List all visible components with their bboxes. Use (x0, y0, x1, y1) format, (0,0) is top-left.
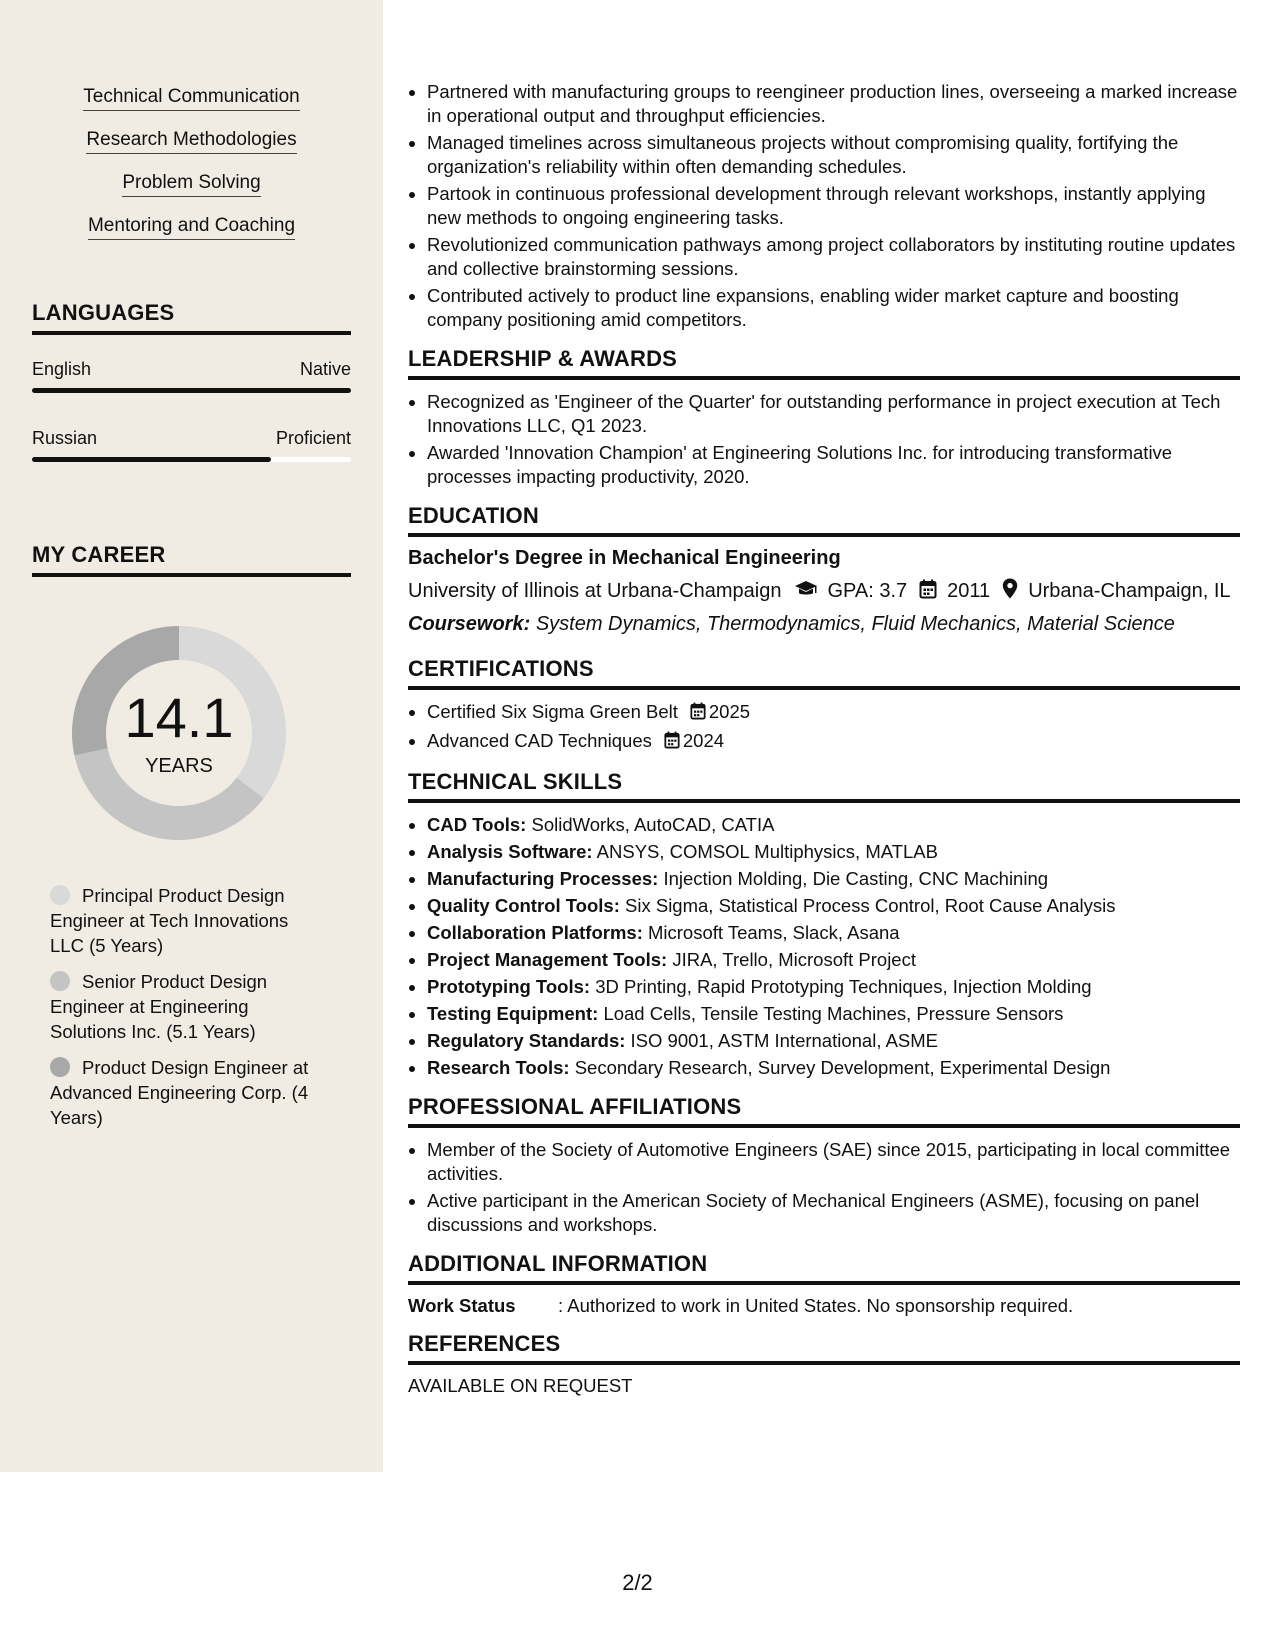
certification-name: Advanced CAD Techniques (427, 730, 652, 751)
technical-skill-item (427, 894, 1240, 918)
certification-year: 2024 (682, 730, 725, 751)
sidebar (0, 0, 383, 1472)
soft-skills-list (0, 86, 383, 258)
skill-item: Mentoring and Coaching (88, 215, 295, 240)
calendar-icon (919, 579, 937, 605)
skill-values: SolidWorks, AutoCAD, CATIA (531, 814, 775, 835)
certification-item (427, 729, 1240, 755)
calendar-icon (664, 731, 680, 755)
career-years-label: YEARS (145, 755, 213, 777)
work-status-value: : Authorized to work in United States. No sponsorship required. (558, 1295, 1074, 1316)
school-location: Urbana-Champaign, IL (1028, 580, 1231, 602)
education-heading: EDUCATION (408, 503, 1240, 537)
language-russian (32, 428, 351, 462)
affiliations-heading: PROFESSIONAL AFFILIATIONS (408, 1094, 1240, 1128)
coursework-list: System Dynamics, Thermodynamics, Fluid Mechanics, Material Science (535, 613, 1175, 635)
skill-category: Collaboration Platforms: (427, 922, 643, 943)
affiliations-list (408, 1138, 1240, 1237)
skill-category: Project Management Tools: (427, 949, 668, 970)
languages-heading: LANGUAGES (32, 300, 351, 335)
legend-dot (50, 885, 70, 905)
certification-name: Certified Six Sigma Green Belt (427, 701, 678, 722)
skill-category: CAD Tools: (427, 814, 527, 835)
skill-category: Quality Control Tools: (427, 895, 620, 916)
legend-dot (50, 971, 70, 991)
career-item-text: Principal Product Design Engineer at Tech Innovations LLC (5 Years) (50, 885, 289, 956)
experience-bullet: • Partook in continuous professional development through relevant workshops, instantly applying new methods to ongoing engineering tasks. (427, 182, 1240, 230)
experience-bullet: • Contributed actively to product line expansions, enabling wider market capture and boosting company positioning amid competitors. (427, 284, 1240, 332)
career-item (50, 1055, 320, 1130)
references-text: AVAILABLE ON REQUEST (408, 1375, 633, 1396)
experience-bullet: • Partnered with manufacturing groups to reengineer production lines, overseeing a marked increase in operational output and throughput efficiencies. (427, 80, 1240, 128)
career-item (50, 969, 320, 1044)
skill-values: ISO 9001, ASTM International, ASME (630, 1030, 939, 1051)
graduation-cap-icon (794, 580, 818, 604)
language-bar-fill (32, 388, 351, 393)
language-name: Russian (32, 428, 98, 448)
coursework-label: Coursework: (408, 613, 531, 635)
main-content (408, 0, 1240, 1397)
language-bar (32, 388, 351, 393)
skill-item: Research Methodologies (86, 129, 296, 154)
technical-skill-item (427, 1056, 1240, 1080)
career-item-text: Product Design Engineer at Advanced Engineering Corp. (4 Years) (50, 1057, 309, 1128)
language-bar-fill (32, 457, 271, 462)
skill-category: Manufacturing Processes: (427, 868, 659, 889)
certifications-list (408, 700, 1240, 755)
graduation-year: 2011 (947, 580, 991, 602)
technical-skill-item (427, 975, 1240, 999)
skill-values: Secondary Research, Survey Development, Experimental Design (574, 1057, 1111, 1078)
technical-skills-heading: TECHNICAL SKILLS (408, 769, 1240, 803)
career-item-text: Senior Product Design Engineer at Engineering Solutions Inc. (5.1 Years) (50, 971, 268, 1042)
technical-skill-item (427, 1029, 1240, 1053)
work-status-label: Work Status (408, 1295, 516, 1316)
coursework (408, 613, 1240, 636)
skill-values: ANSYS, COMSOL Multiphysics, MATLAB (596, 841, 938, 862)
gpa: GPA: 3.7 (827, 580, 908, 602)
additional-info-heading: ADDITIONAL INFORMATION (408, 1251, 1240, 1285)
certification-year: 2025 (708, 701, 751, 722)
career-heading: MY CAREER (32, 542, 351, 577)
leadership-item: • Awarded 'Innovation Champion' at Engineering Solutions Inc. for introducing transformative processes impacting productivity, 2020. (427, 441, 1240, 489)
experience-bullet: • Revolutionized communication pathways among project collaborators by instituting routine updates and collective brainstorming sessions. (427, 233, 1240, 281)
affiliation-item: • Member of the Society of Automotive Engineers (SAE) since 2015, participating in local committee activities. (427, 1138, 1240, 1186)
degree-title: Bachelor's Degree in Mechanical Engineering (408, 547, 841, 569)
references-heading: REFERENCES (408, 1331, 1240, 1365)
skill-category: Analysis Software: (427, 841, 593, 862)
technical-skill-item (427, 948, 1240, 972)
language-level: Native (299, 359, 351, 379)
skill-values: Injection Molding, Die Casting, CNC Machining (663, 868, 1049, 889)
leadership-heading: LEADERSHIP & AWARDS (408, 346, 1240, 380)
certifications-heading: CERTIFICATIONS (408, 656, 1240, 690)
skill-values: Microsoft Teams, Slack, Asana (648, 922, 900, 943)
language-name: English (32, 359, 92, 379)
calendar-icon (690, 702, 706, 726)
skill-category: Prototyping Tools: (427, 976, 591, 997)
skill-values: Six Sigma, Statistical Process Control, Root Cause Analysis (625, 895, 1116, 916)
work-status (408, 1295, 1240, 1317)
leadership-item: • Recognized as 'Engineer of the Quarter' for outstanding performance in project execution at Tech Innovations LLC, Q1 2023. (427, 390, 1240, 438)
certification-item (427, 700, 1240, 726)
technical-skill-item (427, 921, 1240, 945)
skill-category: Regulatory Standards: (427, 1030, 626, 1051)
experience-bullets (408, 80, 1240, 332)
career-total-years: 14.1 (124, 686, 234, 749)
skill-values: 3D Printing, Rapid Prototyping Techniques, Injection Molding (595, 976, 1092, 997)
career-item (50, 883, 320, 958)
education-details (408, 578, 1240, 605)
language-english (32, 359, 351, 393)
technical-skill-item (427, 867, 1240, 891)
school-name: University of Illinois at Urbana-Champaign (408, 580, 782, 602)
technical-skill-item (427, 813, 1240, 837)
experience-bullet: • Managed timelines across simultaneous projects without compromising quality, fortifying the organization's reliability within often demanding schedules. (427, 131, 1240, 179)
skill-category: Research Tools: (427, 1057, 570, 1078)
language-level: Proficient (275, 428, 351, 448)
location-pin-icon (1002, 578, 1018, 605)
language-bar (32, 457, 351, 462)
technical-skill-item (427, 1002, 1240, 1026)
skill-item: Technical Communication (83, 86, 300, 111)
technical-skills-list (408, 813, 1240, 1080)
skill-values: JIRA, Trello, Microsoft Project (672, 949, 916, 970)
legend-dot (50, 1057, 70, 1077)
page-number: 2/2 (622, 1570, 653, 1595)
technical-skill-item (427, 840, 1240, 864)
skill-category: Testing Equipment: (427, 1003, 599, 1024)
skill-values: Load Cells, Tensile Testing Machines, Pressure Sensors (603, 1003, 1064, 1024)
leadership-list (408, 390, 1240, 489)
skill-item: Problem Solving (122, 172, 260, 197)
affiliation-item: • Active participant in the American Society of Mechanical Engineers (ASME), focusing on panel discussions and workshops. (427, 1189, 1240, 1237)
